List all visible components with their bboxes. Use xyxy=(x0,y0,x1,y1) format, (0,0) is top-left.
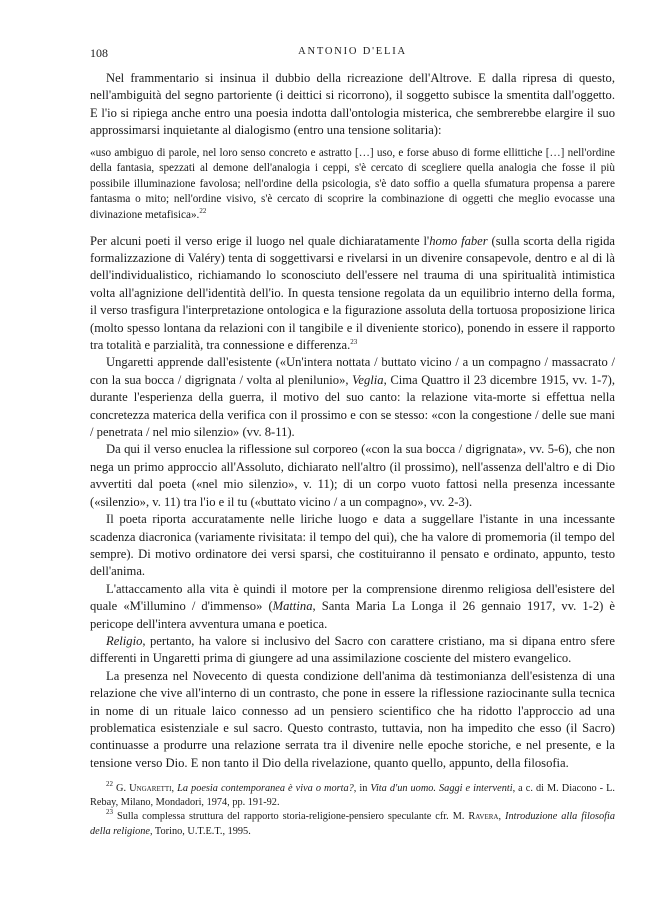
footnote-ref[interactable]: 22 xyxy=(199,207,207,215)
paragraph xyxy=(90,354,615,441)
footnote-text: , Torino, U.T.E.T., 1995. xyxy=(149,825,251,837)
footnote-text: Sulla complessa struttura del rapporto storia-religione-pensiero speculante cfr. M. xyxy=(116,811,469,823)
page-header xyxy=(90,46,615,62)
footnote: $^{22}$ G. Ungaretti, La poesia contemporanea è viva o morta?, in Vita d'un uomo. Saggi e interventi, a c. di M. Diacono - L. Rebay, Milano, Mondadori, 1974, pp. 191-92. xyxy=(90,780,616,809)
paragraph xyxy=(90,581,615,633)
footnotes xyxy=(90,782,615,839)
running-title: ANTONIO D'ELIA xyxy=(298,46,407,57)
paragraph xyxy=(90,633,615,668)
paragraph: La presenza nel Novecento di questa condizione dell'anima dà testimonianza dell'esistenza di una relazione che vive all'interno di un contrasto, che pone in essere la riflessione raziocinante sulla tecnica in nome di un rituale laico connesso ad un pensiero scientifico che ha ridotto l'approccio ad una problematica esistenziale e sul sacro. Questo contrasto, tuttavia, non ha impedito che esso (il Sacro) continuasse a produrre una relazione serrata tra il divenire nelle epoche storiche, e nel presente, e la tensione verso Dio. E non tanto il Dio della rivelazione, quanto quello, appunto, della filosofia. xyxy=(90,668,615,770)
footnote xyxy=(90,810,615,838)
paragraph-text: , Cima Quattro il 23 dicembre 1915, vv. 1-7), durante l'esperienza della guerra, il motivo del suo canto: la relazione vita-morte si effettua nella concretezza materica della verifica con il prossimo e con se stesso: «con la congestione / delle sue mani / penetrata / nel mio silenzio» (vv. 8-11). xyxy=(90,372,615,440)
paragraph-text: (sulla scorta della rigida formalizzazione di Valéry) tenta di soggettivarsi e rivelarsi in un divenire consapevole, dentro e al di là dell'individualistico, richiamando lo sconosciuto dell'essere nel trauma di una spiritualità intimistica volta all'agnizione dell'identità dell'io. In questa tensione regolata da un equilibrio interno della forma, il verso trasfigura l'interpretazione ontologica e la figurazione assoluta della tortuosa proposizione lirica (molto spesso lontana da relazioni con il tangibile e il diveniente storico), ponendo in essere il rapporto tra totalità e parzialità, tra connessione e differenza. xyxy=(90,233,616,353)
paragraph: Nel frammentario si insinua il dubbio della ricreazione dell'Altrove. E dalla ripresa di questo, nell'ambiguità del segno partoriente (i deittici si ricorrono), il soggetto subisce la smentita dall'oggetto. E l'io si ripiega anche entro una poesia indotta dall'ontologia misterica, che sembrerebbe elargire il suo approssimarsi inquietante al dialogismo (entro una tensione solitaria): xyxy=(90,71,615,138)
paragraph: Da qui il verso enuclea la riflessione sul corporeo («con la sua bocca / digrignata», vv. 5-6), che non nega un primo approccio all'Assoluto, dichiarato nell'altro (il prossimo), nell'assenza dell'altro e di Dio avvertiti dal poeta («nel mio silenzio», v. 11); di un corpo vuoto fattosi nella presenza incessante («silenzio», v. 11) tra l'io e il tu («buttato vicino / a un compagno», vv. 2-3). xyxy=(90,442,615,509)
page-number: 108 xyxy=(90,46,108,60)
emphasis: Veglia xyxy=(352,372,384,387)
quote-text: «uso ambiguo di parole, nel loro senso concreto e astratto […] uso, e forse abuso di forme ellittiche […] nell'ordine della fantasia, spezzati al demone dell'analogia i ceppi, s'è cercato di scegliere quella analogia che fosse il più possibile illuminazione favolosa; nell'ordine della psicologia, s'è dato soffio a quella sfumatura propensa a parere fantasma o mito; nell'ordine visivo, s'è cercato di scoprire la combinazione di oggetti che meglio evocasse una divinazione metafisica». xyxy=(90,146,615,221)
paragraph-text: L'attaccamento alla vita è quindi il motore per la comprensione direnmo religiosa dell'esistere del quale «M'illumino / d'immenso» ( xyxy=(90,581,615,614)
block-quote xyxy=(90,146,615,224)
paragraph-text: Ungaretti apprende dall'esistente («Un'intera nottata / buttato vicino / a un compagno / massacrato / con la sua bocca / digrignata / volta al plenilunio», xyxy=(90,355,615,387)
paragraph-text: , Santa Maria La Longa il 26 gennaio 1917, vv. 1-2) è pericope dell'intera avventura umana e poetica. xyxy=(90,599,615,631)
footnote-book: Vita d'un uomo. Saggi e interventi xyxy=(370,783,513,794)
emphasis: Mattina xyxy=(272,599,313,614)
emphasis: homo faber xyxy=(429,233,488,248)
emphasis: Religio xyxy=(106,633,143,648)
footnote-text: , in xyxy=(353,783,371,794)
paragraph-text: , pertanto, ha valore si inclusivo del Sacro con carattere cristiano, ma si dipana entro sfere differenti in Ungaretti prima di giungere ad una assimilazione cosciente del mistero evangelico. xyxy=(90,633,615,666)
paragraph-text: Per alcuni poeti il verso erige il luogo nel quale dichiaratamente l' xyxy=(90,233,430,248)
footnote-text: , xyxy=(498,811,506,823)
footnote-author: G. Ungaretti xyxy=(116,783,172,794)
footnote-number: 23 xyxy=(106,808,113,817)
footnote-number: 22 xyxy=(106,780,113,788)
paragraph: Il poeta riporta accuratamente nelle liriche luogo e data a suggellare l'istante in una incessante scadenza diacronica (variamente rivisitata: il tempo del qui), che ha valore di promemoria (il tempo del sempre). Di motivo ordinatore dei versi sparsi, che costituiranno il pensato e ordinato, appunto, testo dell'anima. xyxy=(90,512,615,579)
footnote-title: La poesia contemporanea è viva o morta? xyxy=(177,783,354,794)
footnote-ref[interactable]: 23 xyxy=(350,338,358,347)
paragraph xyxy=(90,233,615,355)
footnote-title: Introduzione alla filosofia della religione xyxy=(90,811,615,837)
footnote-author: Ravera xyxy=(468,811,499,823)
footnote-text: , a c. di M. Diacono - L. Rebay, Milano, Mondadori, 1974, pp. 191-92. xyxy=(90,783,616,809)
body-text xyxy=(90,70,615,772)
